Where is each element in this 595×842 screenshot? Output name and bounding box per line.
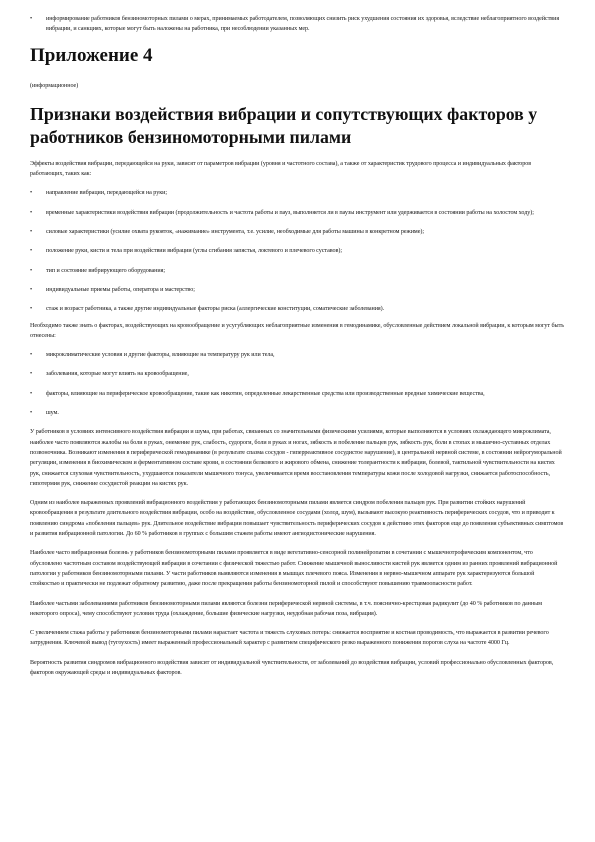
bullet-marker: • <box>30 229 33 236</box>
list-item-text: силовые характеристики (усилие охвата рукояток, «нажимание» инструмента, т.е. усилие, необходимые для работы машины в конкретном режиме); <box>46 229 425 236</box>
list-item <box>30 246 565 256</box>
list-item <box>30 350 565 360</box>
body-paragraph: У работников в условиях интенсивного воздействия вибрации и шума, при работах, связанных со значительными физическими усилиями, которые выполняются в условиях охлаждающего микроклимата, наиболее часто появляются жалобы на боли в руках, онемение рук, слабость, судороги, боли в руках и ногах, зябкость и побеление пальцев рук, зябкость рук, боли в стопах и мышечно-суставных отделах позвоночника. Возникают изменения в периферической гемодинамике (в результате спазма сосудов - гиперреактивное сосудистое нарушение), в центральной нервной системе, в состоянии нейрогуморальной регуляции, изменения в биохимическом и ферментативном составе крови, в состоянии белкового и жирового обмена, снижение толерантности к вибрации, болевой, тактильной чувствительности на кистях рук, снижается слуховая чувствительность, ухудшаются показатели мышечного тонуса, увеличивается время восстановления температуры кожи после холодовой нагрузки, снижается работоспособность, гипотермия рук, снижение сосудистой реакции на кистях рук. <box>30 429 562 487</box>
list-item-text: индивидуальные приемы работы, оператора и мастерство; <box>46 286 195 293</box>
body-paragraph: Вероятность развития синдромов вибрационного воздействия зависит от индивидуальной чувствительности, от заболеваний до воздействия вибрации, условий профессионально обусловленных факторов, факторов окружающей среды и индивидуальных факторов. <box>30 659 554 676</box>
list-item <box>30 369 565 379</box>
bullet-marker: • <box>30 352 33 359</box>
list-item <box>30 208 565 218</box>
body-paragraph: Наиболее частыми заболеваниями работников бензиномоторными пилами являются болезни периферической нервной системы, в т.ч. пояснично-крестцовая радикулит (до 40 % работников по данным некоторого опроса), чему способствуют условия труда (охлаждение, большие физические нагрузки, неудобная рабочая поза, вибрация). <box>30 600 542 617</box>
list-item-text: стаж и возраст работника, а также другие индивидуальные факторы риска (аллергические конституции, соматические заболевания). <box>46 306 385 313</box>
list-item-text: временные характеристики воздействия вибрации (продолжительность и частота работы и пауз, выполняется ли в паузы инструмент или удерживается в состоянии работы на холостом ходу); <box>46 209 534 216</box>
body-paragraph: Одним из наиболее выраженных проявлений вибрационного воздействия у работающих бензиномоторными пилами является синдром побеления пальцев рук. При развитии стойких нарушений кровообращения в результате длительного воздействия вибрации, особо на воздействие, обусловленное сосудами (холод, шум), вызывают высокую реактивность периферических сосудов, что и приводит к появлению синдрома «побеления пальцев» рук. Длительное воздействие вибрации повышает чувствительность периферических сосудов к действию этих факторов еще до появления субъективных симптомов и развития вибрационной патологии. До 60 % работников в группах с большим стажем работы имеют ангиодистонические нарушения. <box>30 500 564 538</box>
bullet-marker: • <box>30 248 33 255</box>
list-item <box>30 285 565 295</box>
bullet-marker: • <box>30 190 33 197</box>
list-item <box>30 227 565 237</box>
page-title: Признаки воздействия вибрации и сопутствующих факторов у работников бензиномоторными пилами <box>30 103 538 147</box>
bullet-marker: • <box>30 16 33 22</box>
appendix-title: Приложение 4 <box>30 44 153 66</box>
list-item <box>30 304 565 314</box>
list-item <box>30 266 565 276</box>
intro-paragraph: Эффекты воздействия вибрации, передающейся на руки, зависят от параметров вибрации (уровня и частотного состава), а также от характеристик трудового процесса и индивидуальных факторов работающих, таких как: <box>30 160 532 178</box>
appendix-note: (информационное) <box>30 82 79 89</box>
list-item-text: заболевания, которые могут влиять на кровообращение, <box>46 371 189 378</box>
list-item-text: положение руки, кисти и тела при воздействии вибрации (углы сгибания запястья, локтевого и плечевого суставов); <box>46 248 342 255</box>
body-paragraph: Наиболее часто вибрационная болезнь у работников бензиномоторными пилами проявляется в виде вегетативно-сенсорной полинейропатии в сочетании с мышечнотрофическим компонентом, что обусловлено частотным составом воздействующей вибрации в сочетании с физической тяжестью работ. Снижение мышечной выносливости кистей рук является одним из ранних проявлений вибрационной патологии у работников бензиномоторными пилами. У части работников выявляются изменения в мышцах плечевого пояса. Изменения в нервно-мышечном аппарате рук характеризуются большой стойкостью и практически не подлежат обратному развитию, даже после прекращения работы бензиномоторной пилой и способствуют повышению травмоопасности работ. <box>30 550 558 588</box>
list-item-text: микроклиматические условия и другие факторы, влияющие на температуру рук или тела, <box>46 352 275 359</box>
list-item-text: шум. <box>46 410 59 417</box>
body-paragraph: Необходимо также знать о факторах, воздействующих на кровообращение и усугубляющих неблагоприятные изменения в гемодинамике, обусловленные действием локальной вибрации, к которым могут быть отнесены: <box>30 322 564 339</box>
bullet-marker: • <box>30 371 33 378</box>
bullet-marker: • <box>30 306 33 313</box>
body-paragraph: С увеличением стажа работы у работников бензиномоторными пилами нарастает частота и тяжесть слуховых потерь: снижается восприятие и костная проводимость, что выражается в развитии речевого затруднения. Ключевой вывод (тугоухость) имеет выраженный профессиональный характер с развитием специфического резко выраженного понижения порогов слуха на частоте 4000 Гц. <box>30 630 549 647</box>
list-item-text: тип и состояние вибрирующего оборудования; <box>46 267 165 274</box>
list-item-text: направление вибрации, передающейся на руки; <box>46 190 167 197</box>
list-item <box>30 408 565 418</box>
bullet-marker: • <box>30 390 33 397</box>
bullet-marker: • <box>30 286 33 293</box>
bullet-marker: • <box>30 209 33 216</box>
list-item-text: факторы, влияющие на периферическое кровообращение, такие как никотин, определенные лекарственные средства или производственные вредные химические вещества, <box>46 390 485 397</box>
list-item <box>30 188 565 198</box>
bullet-marker: • <box>30 267 33 274</box>
list-item <box>30 14 565 35</box>
list-item <box>30 389 565 399</box>
list-item-text: информирование работников бензиномоторных пилами о мерах, принимаемых работодателем, позволяющих снизить риск ухудшения состояния их здоровья, вследствие неблагоприятного воздействия вибрации, и санкциях, которые могут быть наложены на работника, при несоблюдении указанных мер. <box>46 16 560 33</box>
bullet-marker: • <box>30 410 33 417</box>
